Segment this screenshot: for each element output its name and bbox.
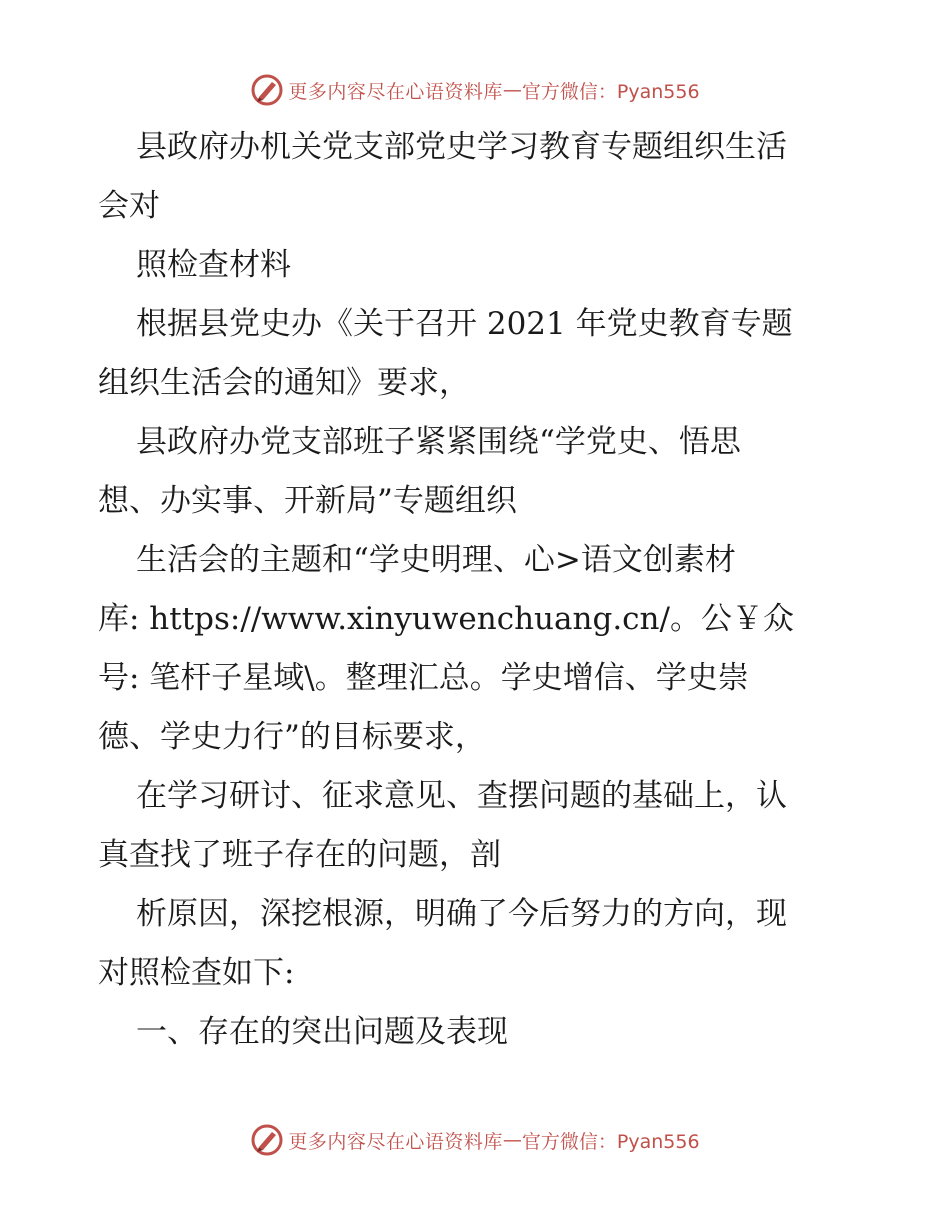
footer-site-text: 更多内容尽在心语资料库 [288,1130,503,1153]
paragraph-line: 根据县党史办《关于召开 2021 年党史教育专题 [136,306,793,342]
header-wechat-text: 官方微信：Pyan556 [521,80,700,103]
document-body [98,118,858,1062]
paragraph-line: 在学习研讨、征求意见、查摆问题的基础上，认 [136,778,787,814]
paragraph-line: 县政府办机关党支部党史学习教育专题组织生活 [136,129,787,165]
pen-logo-icon [250,1123,284,1157]
paragraph-line: 一、存在的突出问题及表现 [136,1014,508,1050]
pen-logo-icon [250,73,284,107]
paragraph [98,885,858,1003]
paragraph-line: 县政府办党支部班子紧紧围绕“学党史、悟思 [136,424,741,460]
section-heading [98,1003,858,1062]
paragraph-line: 真查找了班子存在的问题，剖 [98,837,501,873]
paragraph-line: 生活会的主题和“学史明理、心>语文创素材 [136,542,736,578]
footer-banner [0,1120,950,1160]
footer-wechat-text: 官方微信：Pyan556 [521,1130,700,1153]
paragraph [98,295,858,413]
paragraph-line: 德、学史力行”的目标要求， [98,719,486,755]
paragraph [98,767,858,885]
paragraph-line: 对照检查如下: [98,955,295,991]
paragraph-line: 库: https://www.xinyuwenchuang.cn/。公￥众 [98,601,794,637]
paragraph [98,413,858,531]
paragraph-line: 想、办实事、开新局”专题组织 [98,483,517,519]
paragraph-line: 析原因，深挖根源，明确了今后努力的方向，现 [136,896,787,932]
paragraph-line: 会对 [98,188,160,224]
footer-separator: — [502,1129,522,1151]
paragraph-line: 号: 笔杆子星域\。整理汇总。学史增信、学史崇 [98,660,749,696]
header-site-text: 更多内容尽在心语资料库 [288,80,503,103]
paragraph-subtitle [98,236,858,295]
header-separator: — [502,79,522,101]
paragraph [98,531,858,767]
paragraph-line: 组织生活会的通知》要求， [98,365,470,401]
header-banner [0,70,950,110]
paragraph-title [98,118,858,236]
paragraph-line: 照检查材料 [136,247,291,283]
